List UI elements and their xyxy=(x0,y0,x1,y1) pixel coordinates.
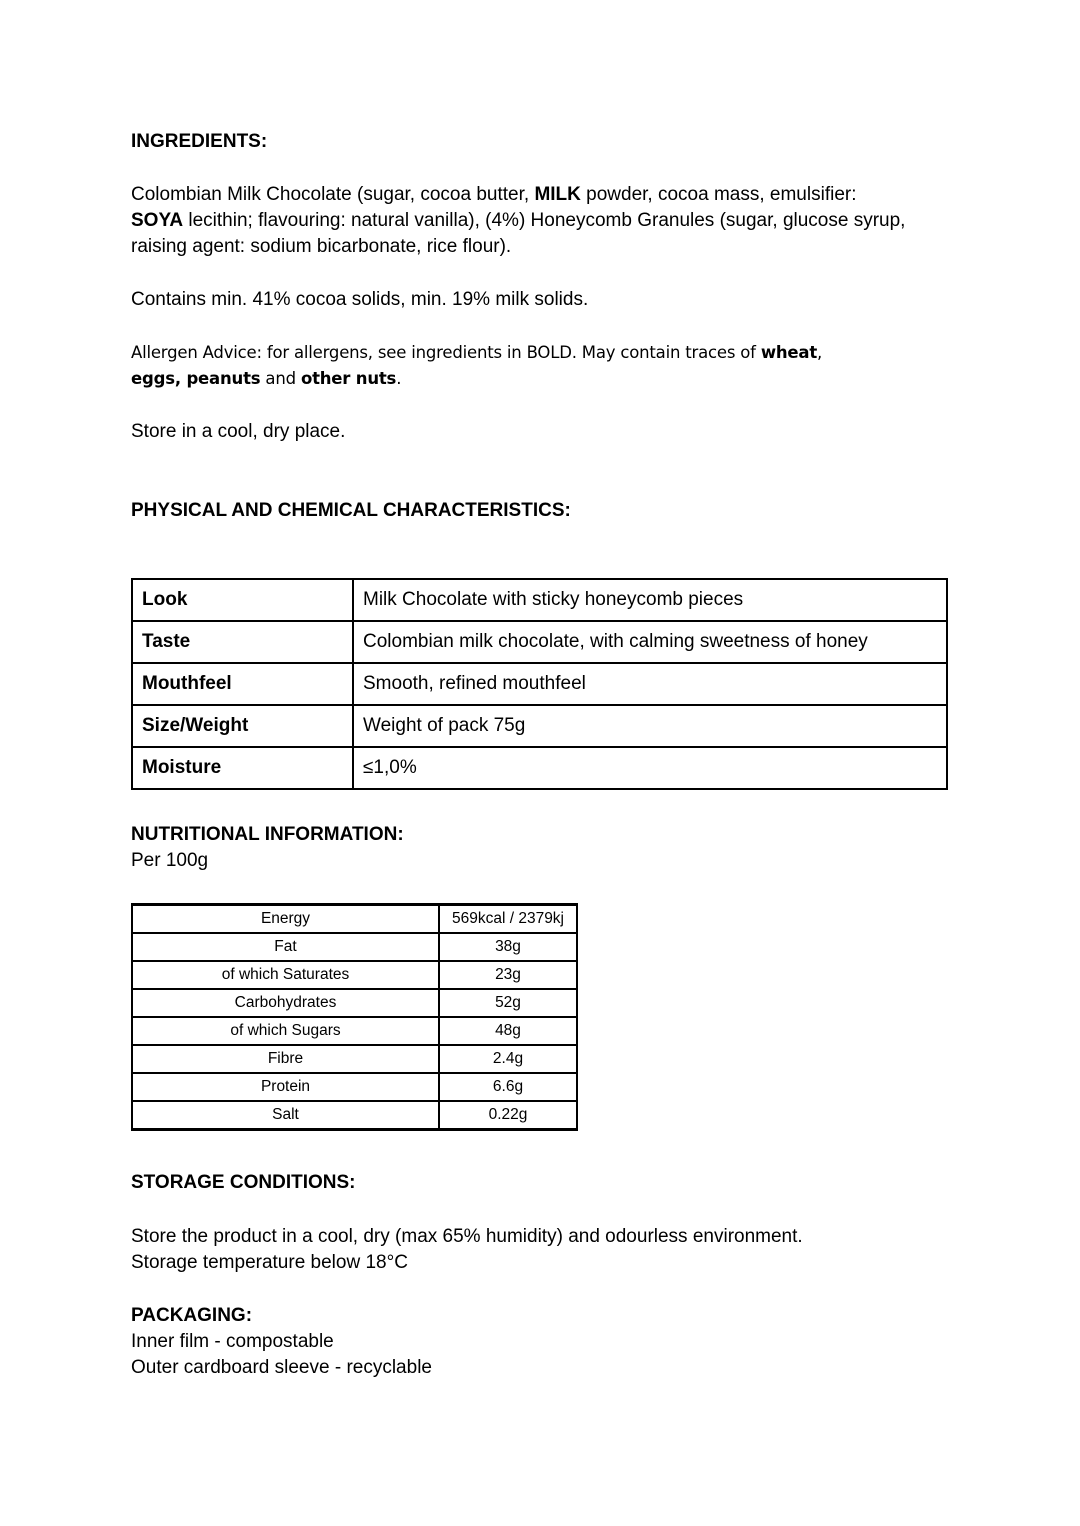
ingredients-text: powder, cocoa mass, emulsifier: xyxy=(580,184,857,205)
nutrient-name: Protein xyxy=(132,1073,439,1101)
nutrition-table xyxy=(131,903,578,1131)
allergen-text: Allergen Advice: for allergens, see ingredients in BOLD. May contain traces of xyxy=(131,343,761,362)
nutrition-per-text: Per 100g xyxy=(131,850,209,871)
nutrient-value: 52g xyxy=(439,989,577,1017)
characteristic-value: Weight of pack 75g xyxy=(353,705,947,747)
table-row xyxy=(132,579,947,621)
allergen-wheat: wheat xyxy=(760,343,818,362)
nutrient-value: 569kcal / 2379kj xyxy=(439,905,577,934)
table-row xyxy=(132,747,947,789)
table-row xyxy=(132,1101,577,1130)
ingredients-line-3: raising agent: sodium bicarbonate, rice flour). xyxy=(131,236,512,257)
storage-line-1: Store the product in a cool, dry (max 65% humidity) and odourless environment. xyxy=(131,1226,803,1247)
table-row xyxy=(132,621,947,663)
nutrient-value: 23g xyxy=(439,961,577,989)
nutrient-name: of which Saturates xyxy=(132,961,439,989)
ingredients-line-2 xyxy=(131,208,905,234)
characteristic-key: Taste xyxy=(132,621,353,663)
nutrient-value: 2.4g xyxy=(439,1045,577,1073)
allergen-text: , xyxy=(817,343,823,362)
nutrient-value: 48g xyxy=(439,1017,577,1045)
ingredients-heading: INGREDIENTS: xyxy=(131,131,268,152)
nutrient-name: Salt xyxy=(132,1101,439,1130)
characteristic-key: Moisture xyxy=(132,747,353,789)
table-row xyxy=(132,961,577,989)
nutrient-name: Fat xyxy=(132,933,439,961)
nutrient-value: 6.6g xyxy=(439,1073,577,1101)
allergen-advice-line-1 xyxy=(131,340,822,366)
packaging-line-1: Inner film - compostable xyxy=(131,1331,334,1352)
allergen-advice-line-2 xyxy=(131,366,401,392)
physical-characteristics-table xyxy=(131,578,948,790)
allergen-soya: SOYA xyxy=(131,210,184,231)
ingredients-text: Colombian Milk Chocolate (sugar, cocoa butter, xyxy=(131,184,535,205)
nutrient-name: Energy xyxy=(132,905,439,934)
cocoa-solids-text: Contains min. 41% cocoa solids, min. 19% milk solids. xyxy=(131,289,589,310)
table-row xyxy=(132,905,577,934)
characteristic-key: Look xyxy=(132,579,353,621)
ingredients-text: lecithin; flavouring: natural vanilla), (4%) Honeycomb Granules (sugar, glucose syrup, xyxy=(183,210,906,231)
table-row xyxy=(132,1017,577,1045)
table-row xyxy=(132,1073,577,1101)
allergen-milk: MILK xyxy=(534,184,581,205)
characteristic-value: Smooth, refined mouthfeel xyxy=(353,663,947,705)
allergen-text: . xyxy=(396,369,402,388)
nutrient-name: Fibre xyxy=(132,1045,439,1073)
packaging-heading: PACKAGING: xyxy=(131,1305,253,1326)
nutrition-heading: NUTRITIONAL INFORMATION: xyxy=(131,824,404,845)
store-text: Store in a cool, dry place. xyxy=(131,421,346,442)
storage-line-2: Storage temperature below 18°C xyxy=(131,1252,408,1273)
table-row xyxy=(132,933,577,961)
characteristic-value: Colombian milk chocolate, with calming sweetness of honey xyxy=(353,621,947,663)
nutrient-value: 38g xyxy=(439,933,577,961)
characteristic-key: Size/Weight xyxy=(132,705,353,747)
table-row xyxy=(132,989,577,1017)
table-row xyxy=(132,663,947,705)
table-row xyxy=(132,1045,577,1073)
allergen-eggs-peanuts: eggs, peanuts xyxy=(131,369,261,388)
packaging-line-2: Outer cardboard sleeve - recyclable xyxy=(131,1357,432,1378)
allergen-text: and xyxy=(260,369,301,388)
ingredients-line-1 xyxy=(131,182,857,208)
storage-heading: STORAGE CONDITIONS: xyxy=(131,1172,356,1193)
allergen-other-nuts: other nuts xyxy=(300,369,397,388)
characteristic-value: ≤1,0% xyxy=(353,747,947,789)
table-row xyxy=(132,705,947,747)
nutrient-value: 0.22g xyxy=(439,1101,577,1130)
characteristic-value: Milk Chocolate with sticky honeycomb pieces xyxy=(353,579,947,621)
physical-heading: PHYSICAL AND CHEMICAL CHARACTERISTICS: xyxy=(131,500,571,521)
nutrient-name: Carbohydrates xyxy=(132,989,439,1017)
nutrient-name: of which Sugars xyxy=(132,1017,439,1045)
characteristic-key: Mouthfeel xyxy=(132,663,353,705)
